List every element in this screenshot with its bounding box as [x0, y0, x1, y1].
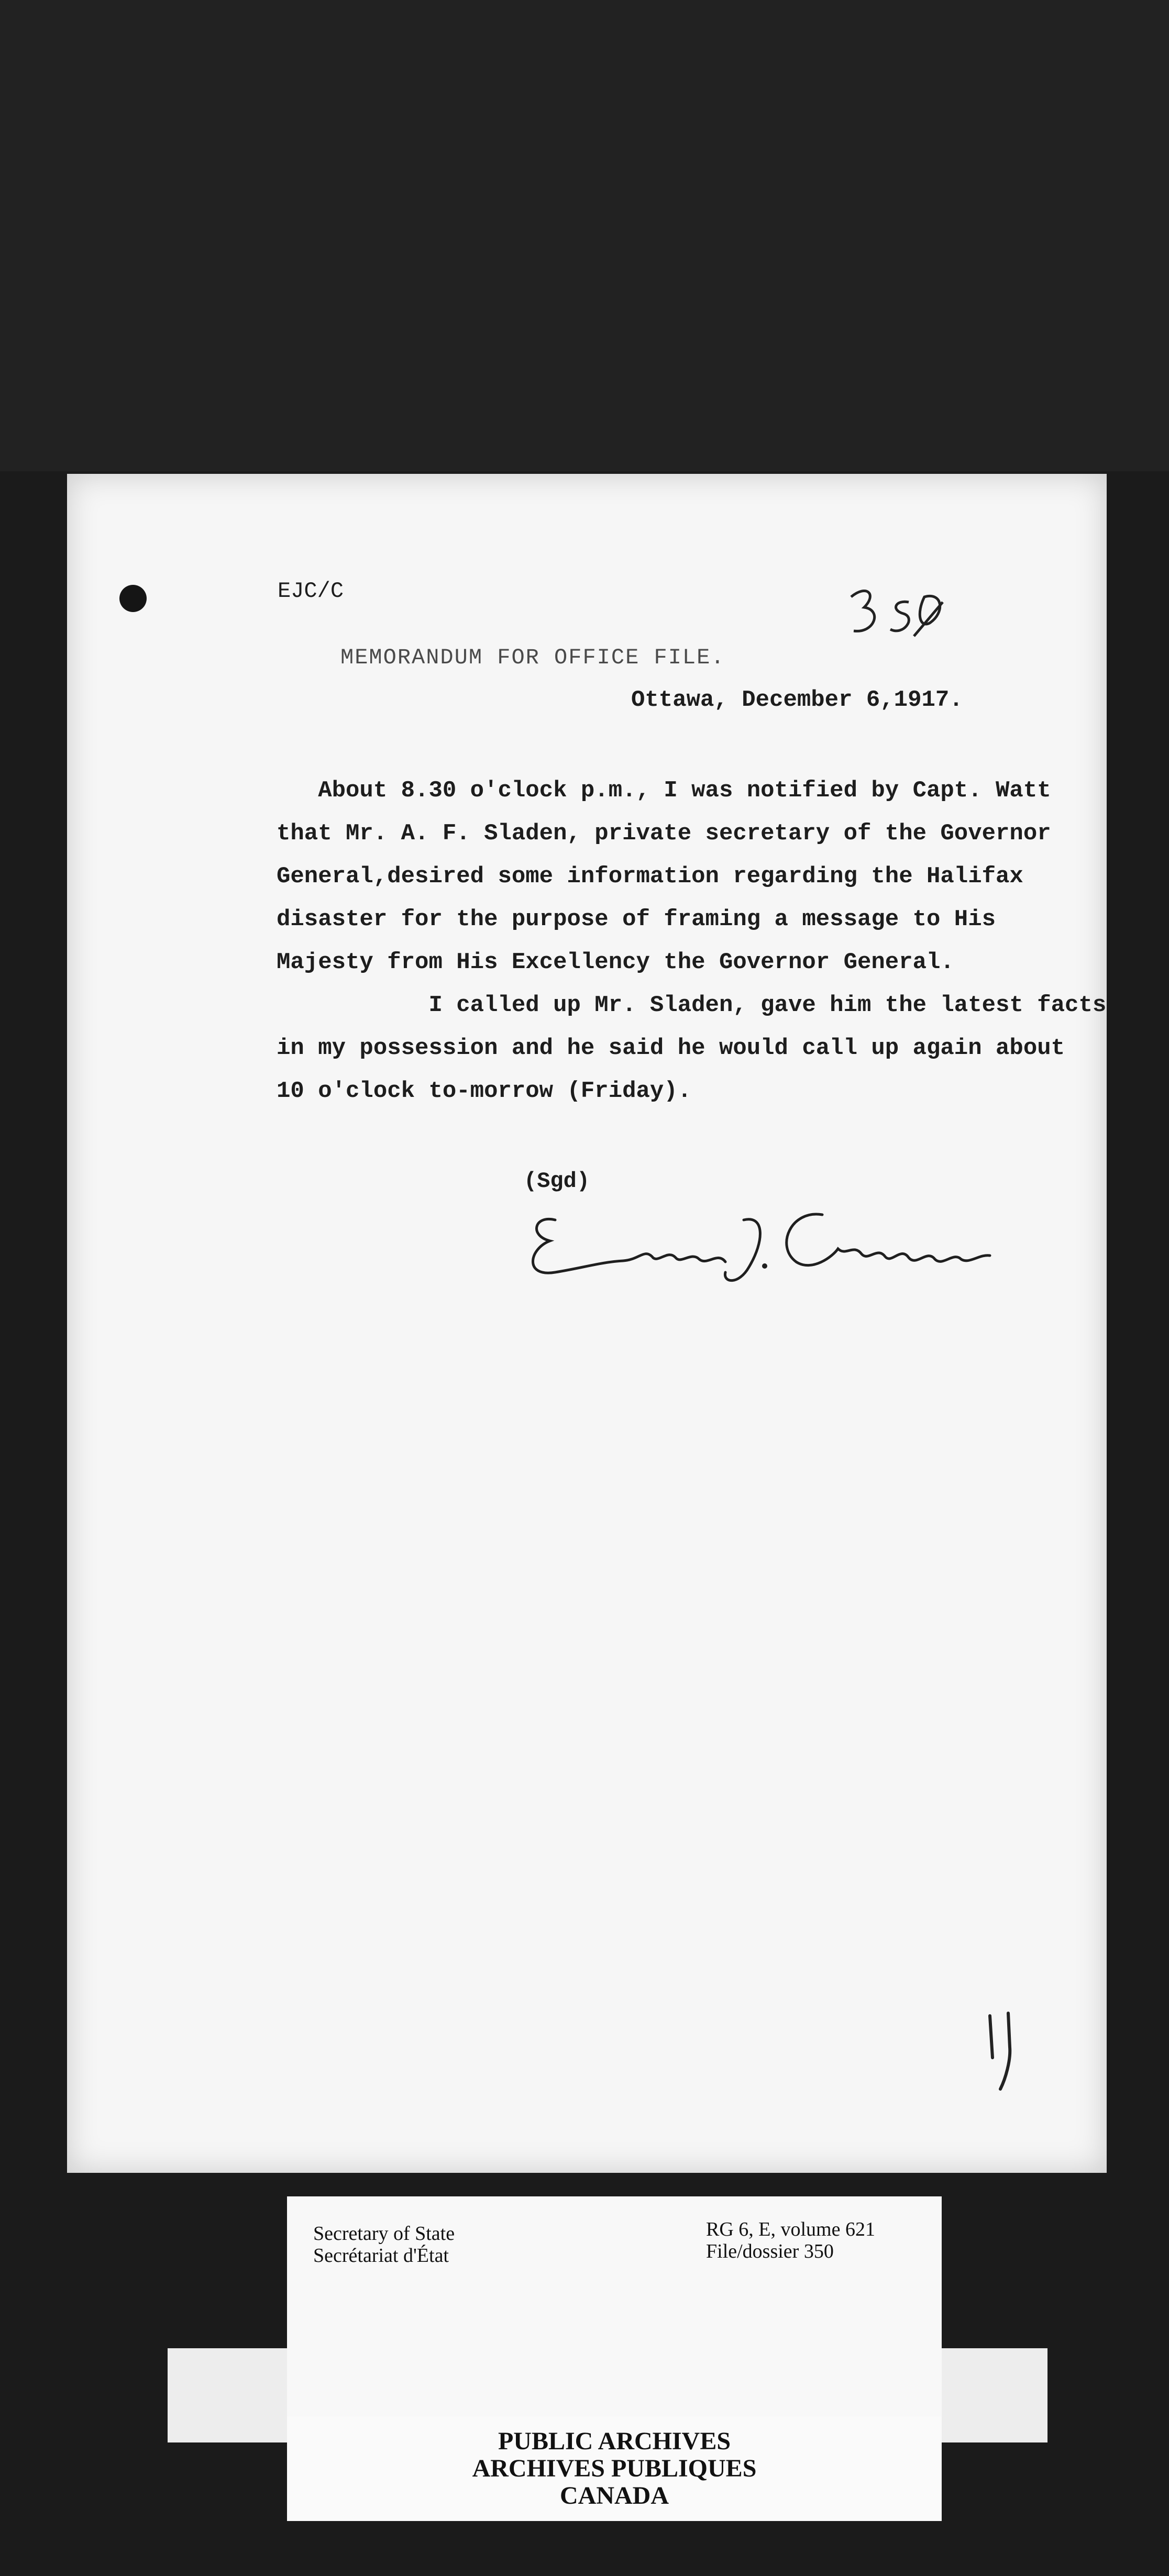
department-block	[313, 2223, 455, 2267]
reference-code: EJC/C	[278, 579, 344, 604]
memo-body-line: General,desired some information regarding the Halifax	[277, 863, 1023, 890]
handwritten-page-number	[846, 581, 951, 644]
memo-body-line: that Mr. A. F. Sladen, private secretary of the Governor	[277, 820, 1051, 847]
department-french: Secrétariat d'État	[313, 2245, 449, 2267]
memo-body-line: I called up Mr. Sladen, gave him the latest facts	[277, 992, 1107, 1018]
file-reference: File/dossier 350	[706, 2240, 834, 2262]
archives-label	[287, 2416, 942, 2521]
archives-label-country: CANADA	[560, 2482, 669, 2510]
memo-body-line: About 8.30 o'clock p.m., I was notified by Capt. Watt	[277, 778, 1051, 804]
memo-body-line: Majesty from His Excellency the Governor General.	[277, 949, 954, 975]
file-reference-block	[706, 2218, 875, 2262]
volume-reference: RG 6, E, volume 621	[706, 2218, 875, 2240]
memo-heading: MEMORANDUM FOR OFFICE FILE.	[340, 645, 725, 670]
archive-reference-card	[287, 2196, 942, 2427]
archives-label-french: ARCHIVES PUBLIQUES	[472, 2455, 757, 2482]
memo-body-line: in my possession and he said he would call up again about	[277, 1035, 1065, 1061]
memo-page	[67, 474, 1107, 2173]
margin-tally-mark	[979, 2011, 1027, 2094]
memo-body-line: 10 o'clock to-morrow (Friday).	[277, 1078, 692, 1104]
memo-dateline: Ottawa, December 6,1917.	[631, 687, 963, 713]
handwritten-signature	[519, 1199, 1011, 1293]
scan-background	[0, 0, 1169, 471]
signed-marker: (Sgd)	[524, 1169, 590, 1194]
memo-body-line: disaster for the purpose of framing a message to His	[277, 906, 996, 932]
archives-label-english: PUBLIC ARCHIVES	[498, 2427, 731, 2455]
department-english: Secretary of State	[313, 2223, 455, 2245]
punch-hole	[119, 585, 147, 612]
